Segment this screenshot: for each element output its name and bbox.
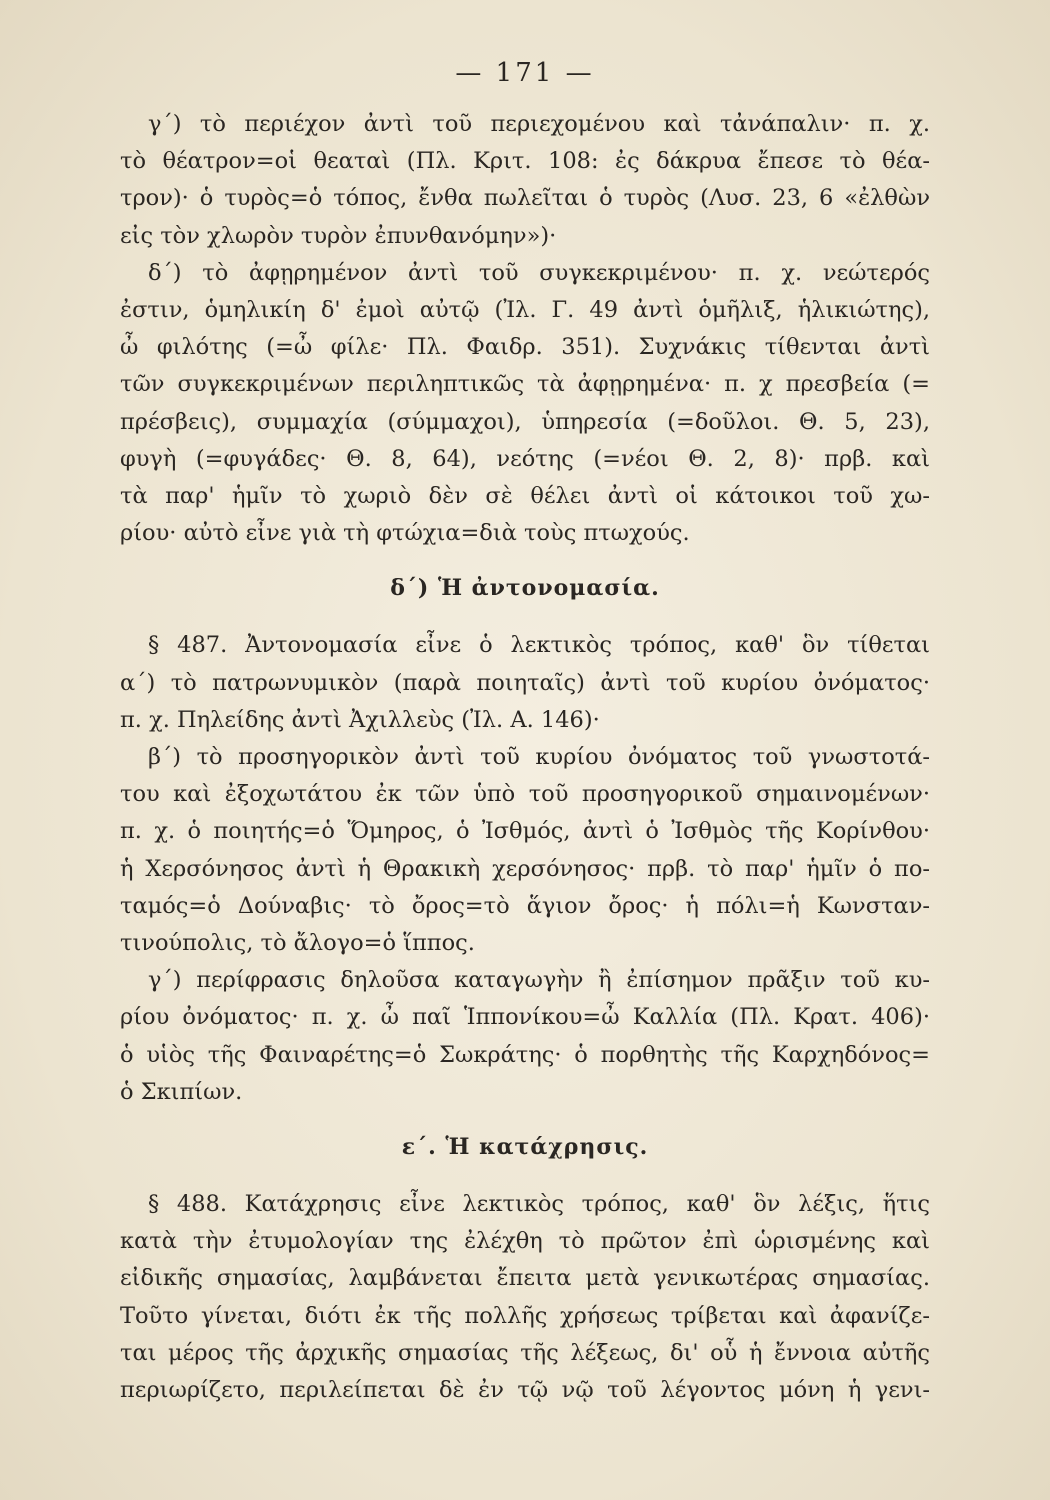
text-line: γ΄) τὸ περιέχον ἀντὶ τοῦ περιεχομένου καὶ τἀνάπαλιν· π. χ. <box>148 111 930 137</box>
section-heading-katachresis: ε΄. Ἡ κατάχρησις. <box>401 1134 649 1161</box>
paragraph-block-3 <box>120 1186 930 1409</box>
text-line: κατὰ τὴν ἐτυμολογίαν της ἐλέχθη τὸ πρῶτον ἐπὶ ὡρισμένης καὶ <box>120 1228 930 1255</box>
text-line: ὁ υἱὸς τῆς Φαιναρέτης=ὁ Σωκράτης· ὁ πορθητὴς τῆς Καρχηδόνος= <box>120 1041 930 1068</box>
text-line: τὰ παρ' ἡμῖν τὸ χωριὸ δὲν σὲ θέλει ἀντὶ οἱ κάτοικοι τοῦ χω- <box>120 483 930 510</box>
text-line: τὸ θέατρον=οἱ θεαταὶ (Πλ. Κριτ. 108: ἐς δάκρυα ἔπεσε τὸ θέα- <box>120 148 930 175</box>
section-heading-antonomasia: δ΄) Ἡ ἀντονομασία. <box>390 575 660 602</box>
page-number: — 171 — <box>455 58 595 88</box>
text-line: ἡ Χερσόνησος ἀντὶ ἡ Θρακικὴ χερσόνησος· πρβ. τὸ παρ' ἡμῖν ὁ πο- <box>120 855 930 882</box>
text-line: πρέσβεις), συμμαχία (σύμμαχοι), ὑπηρεσία (=δοῦλοι. Θ. 5, 23), <box>120 408 930 435</box>
text-line: α΄) τὸ πατρωνυμικὸν (παρὰ ποιηταῖς) ἀντὶ τοῦ κυρίου ὀνόματος· <box>120 669 930 696</box>
text-line: δ΄) τὸ ἀφῃρημένον ἀντὶ τοῦ συγκεκριμένου· π. χ. νεώτερός <box>148 259 930 286</box>
text-line: τινούπολις, τὸ ἄλογο=ὁ ἵππος. <box>120 930 475 957</box>
text-line: π. χ. ὁ ποιητής=ὁ Ὅμηρος, ὁ Ἰσθμός, ἀντὶ ὁ Ἰσθμὸς τῆς Κορίνθου· <box>120 818 930 845</box>
text-line: εἰς τὸν χλωρὸν τυρὸν ἐπυνθανόμην»)· <box>120 222 557 249</box>
text-line: ταμός=ὁ Δούναβις· τὸ ὄρος=τὸ ἅγιον ὄρος· ἡ πόλι=ἡ Κωνσταν- <box>120 892 930 919</box>
paragraph-block-1 <box>120 106 930 552</box>
text-line: γ΄) περίφρασις δηλοῦσα καταγωγὴν ἢ ἐπίσημον πρᾶξιν τοῦ κυ- <box>148 967 930 994</box>
text-line: φυγὴ (=φυγάδες· Θ. 8, 64), νεότης (=νέοι Θ. 2, 8)· πρβ. καὶ <box>120 445 930 472</box>
text-line: π. χ. Πηλείδης ἀντὶ Ἀχιλλεὺς (Ἰλ. Α. 146)· <box>120 706 600 733</box>
text-line: τῶν συγκεκριμένων περιληπτικῶς τὰ ἀφῃρημένα· π. χ πρεσβεία (= <box>120 371 930 398</box>
text-line: ὁ Σκιπίων. <box>120 1078 243 1105</box>
text-line: β΄) τὸ προσηγορικὸν ἀντὶ τοῦ κυρίου ὀνόματος τοῦ γνωστοτά- <box>148 744 930 771</box>
text-line: ται μέρος τῆς ἀρχικῆς σημασίας τῆς λέξεως, δι' οὗ ἡ ἔννοια αὐτῆς <box>120 1339 930 1366</box>
text-line: τρον)· ὁ τυρὸς=ὁ τόπος, ἔνθα πωλεῖται ὁ τυρὸς (Λυσ. 23, 6 «ἐλθὼν <box>120 185 930 212</box>
text-line: Τοῦτο γίνεται, διότι ἐκ τῆς πολλῆς χρήσεως τρίβεται καὶ ἀφανίζε- <box>120 1302 930 1329</box>
paragraph-block-2 <box>120 627 930 1111</box>
text-line: ὦ φιλότης (=ὦ φίλε· Πλ. Φαιδρ. 351). Συχνάκις τίθενται ἀντὶ <box>120 334 930 361</box>
text-line: § 488. Κατάχρησις εἶνε λεκτικὸς τρόπος, καθ' ὃν λέξις, ἥτις <box>148 1191 930 1218</box>
text-line: του καὶ ἐξοχωτάτου ἐκ τῶν ὑπὸ τοῦ προσηγορικοῦ σημαινομένων· <box>120 781 930 808</box>
text-line: εἰδικῆς σημασίας, λαμβάνεται ἔπειτα μετὰ γενικωτέρας σημασίας. <box>120 1265 930 1292</box>
text-line: § 487. Ἀντονομασία εἶνε ὁ λεκτικὸς τρόπος, καθ' ὃν τίθεται <box>148 632 930 659</box>
text-line: ρίου ὀνόματος· π. χ. ὦ παῖ Ἱππονίκου=ὦ Καλλία (Πλ. Κρατ. 406)· <box>120 1004 930 1031</box>
text-line: ἐστιν, ὁμηλικίη δ' ἐμοὶ αὐτῷ (Ἰλ. Γ. 49 ἀντὶ ὁμῆλιξ, ἡλικιώτης), <box>120 297 930 324</box>
text-line: περιωρίζετο, περιλείπεται δὲ ἐν τῷ νῷ τοῦ λέγοντος μόνη ἡ γενι- <box>120 1377 930 1404</box>
text-line: ρίου· αὐτὸ εἶνε γιὰ τὴ φτώχια=διὰ τοὺς πτωχούς. <box>120 520 690 547</box>
